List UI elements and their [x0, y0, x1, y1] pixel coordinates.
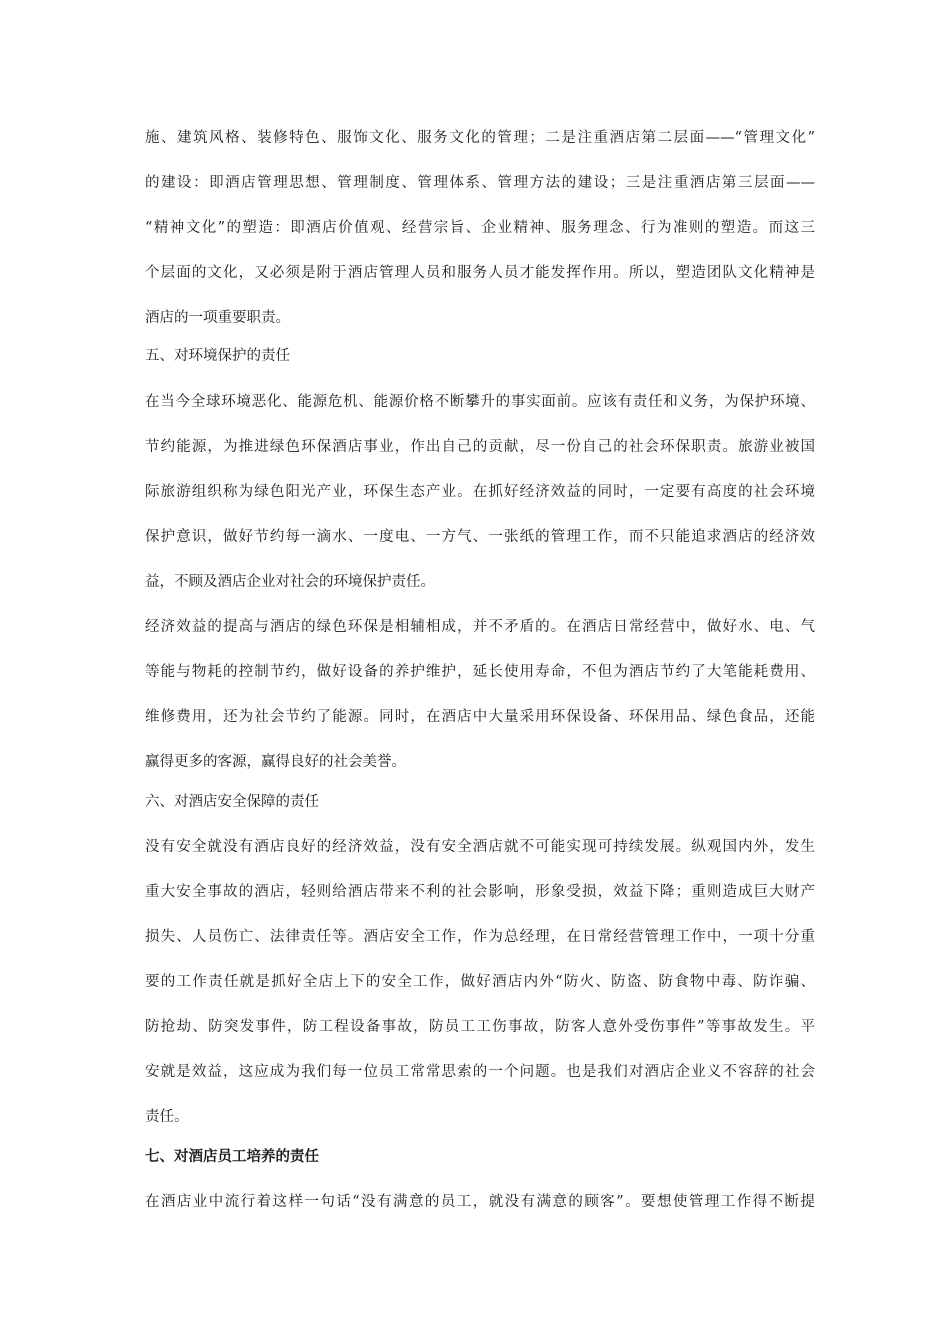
paragraph-line: 责任。: [145, 1109, 189, 1125]
paragraph-line: 维修费用，还为社会节约了能源。同时，在酒店中大量采用环保设备、环保用品、绿色食品，还能: [145, 709, 815, 725]
paragraph-line: 在酒店业中流行着这样一句话“没有满意的员工，就没有满意的顾客”。要想使管理工作得不断提: [145, 1194, 815, 1210]
paragraph-line: 节约能源，为推进绿色环保酒店事业，作出自己的贡献，尽一份自己的社会环保职责。旅游业被国: [145, 439, 815, 455]
paragraph-line: 个层面的文化，又必须是附于酒店管理人员和服务人员才能发挥作用。所以，塑造团队文化精神是: [145, 265, 815, 281]
paragraph-line: 赢得更多的客源，赢得良好的社会美誉。: [145, 754, 406, 770]
paragraph-line: 安就是效益，这应成为我们每一位员工常常思索的一个问题。也是我们对酒店企业义不容辞的社会: [145, 1064, 815, 1080]
paragraph-line: 等能与物耗的控制节约，做好设备的养护维护，延长使用寿命，不但为酒店节约了大笔能耗费用、: [145, 664, 815, 680]
paragraph-line: 的建设：即酒店管理思想、管理制度、管理体系、管理方法的建设；三是注重酒店第三层面——: [145, 175, 815, 191]
section-heading-7: 七、对酒店员工培养的责任: [145, 1149, 319, 1165]
paragraph-line: 损失、人员伤亡、法律责任等。酒店安全工作，作为总经理，在日常经营管理工作中，一项十分重: [145, 929, 815, 945]
paragraph-line: 施、建筑风格、装修特色、服饰文化、服务文化的管理；二是注重酒店第二层面——“管理文化”: [145, 130, 815, 146]
paragraph-line: 益，不顾及酒店企业对社会的环境保护责任。: [145, 574, 435, 590]
paragraph-line: 际旅游组织称为绿色阳光产业，环保生态产业。在抓好经济效益的同时，一定要有高度的社会环境: [145, 484, 815, 500]
paragraph-line: 要的工作责任就是抓好全店上下的安全工作，做好酒店内外“防火、防盗、防食物中毒、防诈骗、: [145, 974, 815, 990]
paragraph-line: 经济效益的提高与酒店的绿色环保是相辅相成，并不矛盾的。在酒店日常经营中，做好水、电、气: [145, 619, 815, 635]
paragraph-line: “精神文化”的塑造：即酒店价值观、经营宗旨、企业精神、服务理念、行为准则的塑造。而这三: [145, 220, 815, 236]
paragraph-line: 在当今全球环境恶化、能源危机、能源价格不断攀升的事实面前。应该有责任和义务，为保护环境、: [145, 394, 815, 410]
paragraph-line: 防抢劫、防突发事件，防工程设备事故，防员工工伤事故，防客人意外受伤事件”等事故发生。平: [145, 1019, 815, 1035]
paragraph-line: 重大安全事故的酒店，轻则给酒店带来不利的社会影响，形象受损，效益下降；重则造成巨大财产: [145, 884, 815, 900]
section-heading-6: 六、对酒店安全保障的责任: [145, 794, 319, 810]
section-heading-5: 五、对环境保护的责任: [145, 348, 290, 364]
paragraph-line: 保护意识，做好节约每一滴水、一度电、一方气、一张纸的管理工作，而不只能追求酒店的经济效: [145, 529, 815, 545]
paragraph-line: 酒店的一项重要职责。: [145, 310, 290, 326]
paragraph-line: 没有安全就没有酒店良好的经济效益，没有安全酒店就不可能实现可持续发展。纵观国内外，发生: [145, 839, 815, 855]
